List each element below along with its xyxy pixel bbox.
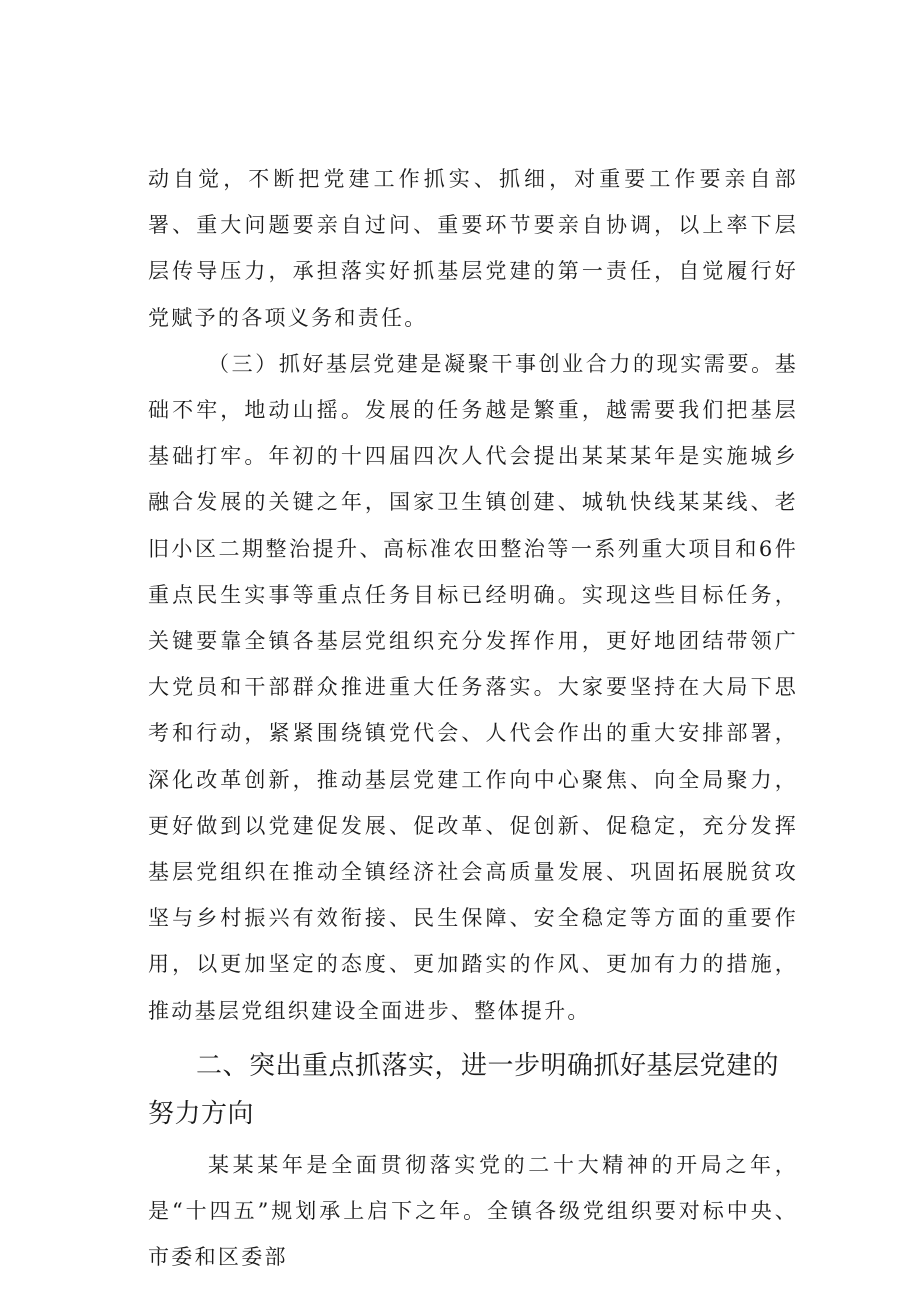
- paragraph-section-three: （三）抓好基层党建是凝聚干事创业合力的现实需要。基础不牢，地动山摇。发展的任务越是繁重，越需要我们把基层基础打牢。年初的十四届四次人代会提出某某某年是实施城乡融合发展的关键之年，国家卫生镇创建、城轨快线某某线、老旧小区二期整治提升、高标准农田整治等一系列重大项目和6件重点民生实事等重点任务目标已经明确。实现这些目标任务，关键要靠全镇各基层党组织充分发挥作用，更好地团结带领广大党员和干部群众推进重大任务落实。大家要坚持在大局下思考和行动，紧紧围绕镇党代会、人代会作出的重大安排部署，深化改革创新，推动基层党建工作向中心聚焦、向全局聚力，更好做到以党建促发展、促改革、促创新、促稳定，充分发挥基层党组织在推动全镇经济社会高质量发展、巩固拓展脱贫攻坚与乡村振兴有效衔接、民生保障、安全稳定等方面的重要作用，以更加坚定的态度、更加踏实的作风、更加有力的措施，推动基层党组织建设全面进步、整体提升。: [148, 351, 798, 1023]
- document-page: [148, 156, 798, 1280]
- paragraph-continuation: 动自觉，不断把党建工作抓实、抓细，对重要工作要亲自部署、重大问题要亲自过问、重要环节要亲自协调，以上率下层层传导压力，承担落实好抓基层党建的第一责任，自觉履行好党赋予的各项义务和责任。: [148, 167, 798, 330]
- section-heading-two: 二、突出重点抓落实，进一步明确抓好基层党建的努力方向: [148, 1050, 780, 1129]
- paragraph-section-two-intro: 某某某年是全面贯彻落实党的二十大精神的开局之年，是“十四五”规划承上启下之年。全镇各级党组织要对标中央、市委和区委部: [148, 1152, 798, 1270]
